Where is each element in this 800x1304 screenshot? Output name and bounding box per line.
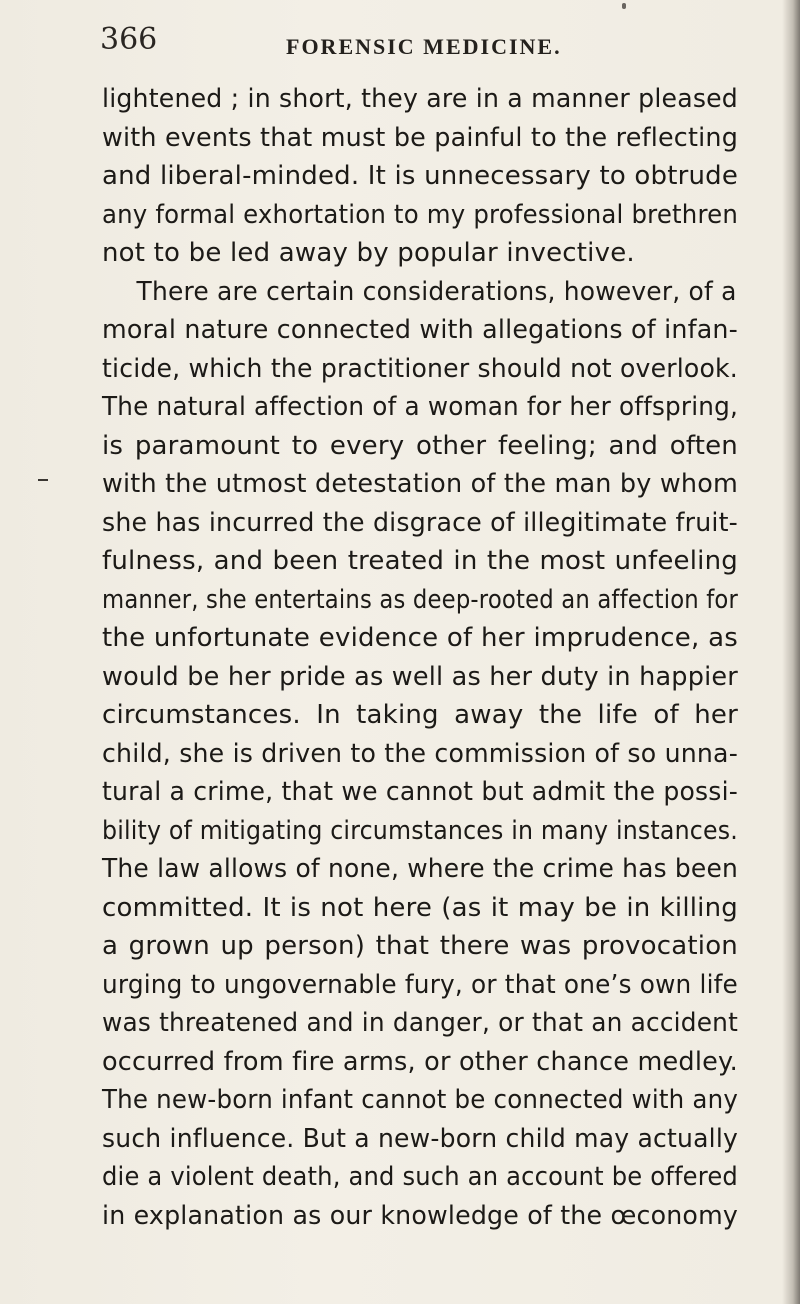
text-line: she has incurred the disgrace of illegitimate fruit- [102, 507, 738, 538]
text-line: moral nature connected with allegations of infan- [102, 315, 739, 345]
ink-speck [622, 3, 626, 9]
text-line: was threatened and in danger, or that an accident [102, 1008, 739, 1038]
text-line: the unfortunate evidence of her imprudence, as [102, 623, 738, 653]
text-line: The natural affection of a woman for her offspring, [102, 392, 739, 422]
text-line: bility of mitigating circumstances in many instances. [102, 815, 738, 846]
text-line: any formal exhortation to my professional brethren [102, 199, 739, 230]
page-edge-shadow [782, 0, 800, 1304]
text-line: ticide, which the practitioner should not overlook. [102, 353, 738, 384]
text-line: would be her pride as well as her duty in happier [102, 661, 738, 692]
text-line: child, she is driven to the commission of so unna- [102, 738, 738, 769]
text-line: such influence. But a new-born child may actually [102, 1123, 739, 1154]
text-line: urging to ungovernable fury, or that one’s own life [102, 969, 738, 1000]
text-line: The law allows of none, where the crime has been [102, 854, 738, 884]
page-header [100, 22, 760, 66]
text-line: circumstances. In taking away the life of her [102, 700, 738, 730]
text-line: not to be led away by popular invective. [102, 238, 635, 268]
text-line: and liberal-minded. It is unnecessary to obtrude [102, 161, 739, 191]
running-head: FORENSIC MEDICINE. [286, 34, 562, 59]
text-line: die a violent death, and such an account be offered [102, 1162, 738, 1192]
text-line: occurred from fire arms, or other chance medley. [102, 1046, 739, 1077]
body-text [102, 80, 738, 1235]
margin-mark [38, 479, 48, 481]
text-line: lightened ; in short, they are in a manner pleased [102, 84, 738, 114]
text-line: a grown up person) that there was provocation [102, 931, 738, 961]
text-line: There are certain considerations, however, of a [136, 276, 737, 307]
text-line: with events that must be painful to the reflecting [102, 122, 739, 153]
text-line: manner, she entertains as deep-rooted an affection for [102, 584, 739, 615]
page-number: 366 [100, 22, 158, 57]
text-line: committed. It is not here (as it may be in killing [102, 892, 738, 923]
text-line: The new-born infant cannot be connected with any [102, 1085, 739, 1115]
text-line: is paramount to every other feeling; and often [102, 430, 738, 461]
text-line: tural a crime, that we cannot but admit the possi- [102, 777, 738, 807]
text-line: in explanation as our knowledge of the œconomy [102, 1200, 739, 1231]
text-line: fulness, and been treated in the most unfeeling [102, 546, 738, 576]
text-line: with the utmost detestation of the man by whom [102, 469, 739, 499]
